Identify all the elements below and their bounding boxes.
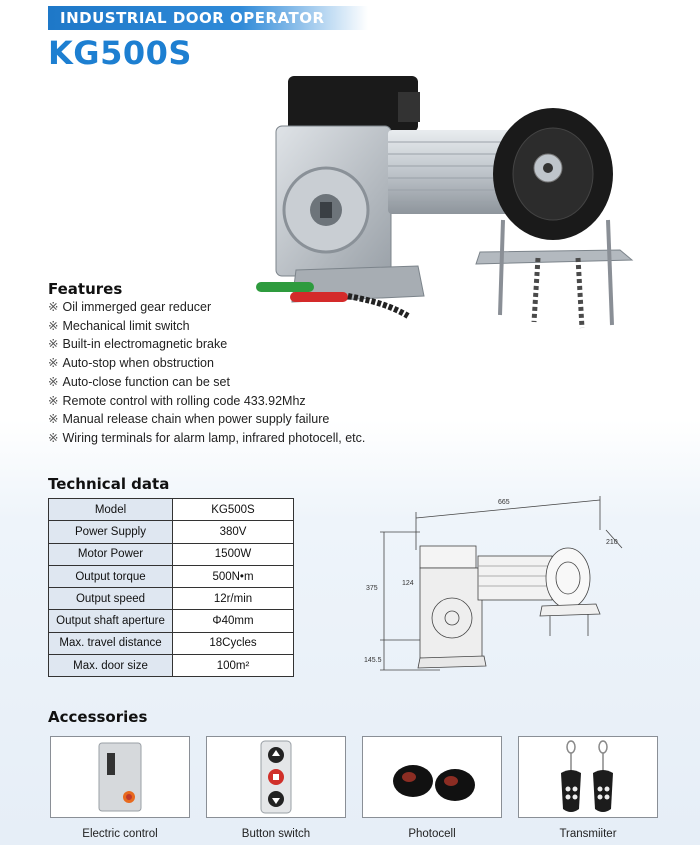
electric-control-box-icon: [51, 737, 189, 817]
accessory-label: Button switch: [241, 828, 311, 840]
model-title: KG500S: [48, 34, 192, 72]
accessories-title: Accessories: [48, 708, 148, 726]
feature-item: ※ Wiring terminals for alarm lamp, infrared photocell, etc.: [48, 430, 366, 445]
button-switch-icon: [207, 737, 345, 817]
bullet-mark: ※: [48, 430, 59, 445]
features-list: [48, 298, 365, 448]
technical-data-table: [48, 498, 294, 677]
feature-item: ※ Manual release chain when power supply failure: [48, 412, 330, 427]
technical-title: Technical data: [48, 475, 170, 493]
table-row: Output shaft aperture Φ40mm: [49, 610, 294, 632]
bullet-mark: ※: [48, 300, 59, 314]
remote-transmitter-icon: [519, 737, 657, 817]
feature-item: ※ Mechanical limit switch: [48, 318, 190, 333]
accessory-transmitter: [518, 736, 658, 818]
accessory-label: Transmiiter: [559, 828, 617, 840]
bullet-mark: ※: [48, 374, 59, 389]
feature-item: ※ Auto-stop when obstruction: [48, 356, 214, 371]
accessory-button-switch: [206, 736, 346, 818]
table-row: Power Supply 380V: [49, 521, 294, 543]
bullet-mark: ※: [48, 318, 59, 333]
accessory-label: Photocell: [408, 828, 456, 840]
bullet-mark: ※: [48, 412, 59, 427]
feature-item: ※ Remote control with rolling code 433.92Mhz: [48, 393, 306, 408]
photocell-icon: [363, 737, 501, 817]
feature-item: ※ Auto-close function can be set: [48, 374, 230, 389]
bullet-mark: ※: [48, 393, 59, 408]
table-row: Model KG500S: [49, 499, 294, 521]
accessory-label: Electric control: [82, 828, 158, 840]
dimension-drawing: [360, 490, 700, 680]
bullet-mark: ※: [48, 337, 59, 352]
feature-item: ※ Oil immerged gear reducer: [48, 300, 212, 314]
table-row: Output torque 500N•m: [49, 565, 294, 587]
feature-item: ※ Built-in electromagnetic brake: [48, 337, 228, 352]
accessory-photocell: [362, 736, 502, 818]
table-row: Max. travel distance 18Cycles: [49, 632, 294, 654]
dim-base-label: 145.5: [364, 657, 382, 664]
bullet-mark: ※: [48, 356, 59, 371]
dim-depth-label: 210: [606, 539, 618, 546]
dim-offset-label: 124: [402, 580, 414, 587]
table-row: Max. door size 100m²: [49, 655, 294, 677]
accessory-electric-control: [50, 736, 190, 818]
table-row: Motor Power 1500W: [49, 543, 294, 565]
motor-product-image: [248, 70, 648, 330]
features-title: Features: [48, 280, 123, 298]
header-banner: INDUSTRIAL DOOR OPERATOR: [48, 6, 368, 30]
dim-height-label: 375: [366, 585, 378, 592]
dim-length-label: 665: [498, 499, 510, 506]
table-row: Output speed 12r/min: [49, 588, 294, 610]
